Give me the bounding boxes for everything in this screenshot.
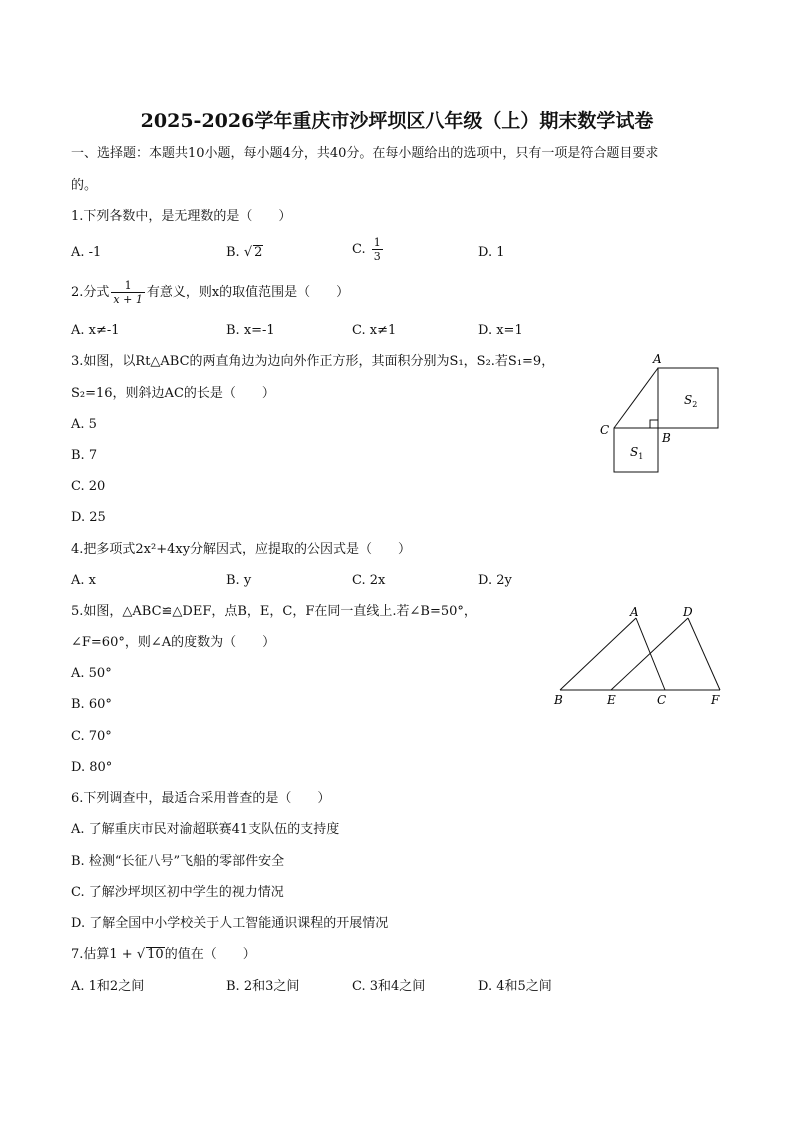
q3-option-c: C. 20 [71,479,106,494]
segment-ba [560,618,636,690]
q1-option-d: D. 1 [478,245,505,260]
label-b: B [662,431,671,445]
q2-stem-suffix: 有意义，则x的取值范围是（ ） [146,285,350,300]
right-angle-mark [650,420,658,428]
q2-stem-prefix: 2.分式 [71,285,110,300]
q6-option-a: A. 了解重庆市民对渝超联赛41支队伍的支持度 [71,822,340,837]
section-instructions-line1: 一、选择题：本题共10小题，每小题4分，共40分。在每小题给出的选项中，只有一项是符合题目要求 [71,146,659,161]
q3-option-a: A. 5 [71,417,97,432]
q1-option-c-fraction [372,236,383,263]
fraction-numerator: 1 [373,236,381,249]
q4-option-b: B. y [226,573,252,588]
q7-option-b: B. 2和3之间 [226,979,300,994]
q3-figure [590,348,730,483]
q3-option-d: D. 25 [71,510,106,525]
q6-stem: 6.下列调查中，最适合采用普查的是（ ） [71,791,331,806]
page-title: 2025-2026学年重庆市沙坪坝区八年级（上）期末数学试卷 [140,110,654,132]
q1-option-b-radicand: 2 [254,245,263,260]
label-a: A [653,352,662,366]
q7-expr-lead: 1 + [109,947,137,962]
q3-stem-line1: 3.如图，以Rt△ABC的两直角边为边向外作正方形，其面积分别为S₁，S₂.若S₁=9， [71,354,555,369]
q7-radicand: 10 [147,947,164,962]
q7-stem [71,946,256,964]
q1-option-b-prefix: B. [226,245,244,260]
q7-stem-suffix: 的值在（ ） [164,947,256,962]
q6-option-d: D. 了解全国中小学校关于人工智能通识课程的开展情况 [71,916,389,931]
sqrt-icon: √ [136,947,146,962]
q2-option-a: A. x≠-1 [71,323,120,338]
label-b: B [554,693,563,707]
label-s1: $S_1$ [630,445,644,461]
q5-stem-line1: 5.如图，△ABC≌△DEF，点B，E，C，F在同一直线上.若∠B=50°， [71,604,477,619]
sqrt-icon: √ [243,245,253,260]
q3-option-b: B. 7 [71,448,98,463]
q5-option-c: C. 70° [71,729,112,744]
label-f: F [711,693,720,707]
hypotenuse-ac [614,368,658,428]
q1-option-c-prefix: C. [352,242,370,257]
fraction-denominator: 3 [373,250,381,263]
fraction-denominator: x + 1 [113,293,143,306]
segment-df [688,618,720,690]
label-d: D [683,605,693,619]
q5-option-b: B. 60° [71,697,112,712]
fraction-numerator: 1 [111,279,144,293]
q3-stem-line2: S₂=16，则斜边AC的长是（ ） [71,386,275,401]
section-instructions-line2: 的。 [71,178,98,193]
q7-option-d: D. 4和5之间 [478,979,552,994]
q2-option-b: B. x=-1 [226,323,275,338]
q1-option-c [352,236,385,263]
q5-figure [548,600,728,712]
q1-option-a: A. -1 [71,245,102,260]
q5-option-a: A. 50° [71,666,112,681]
q4-option-d: D. 2y [478,573,512,588]
q4-option-a: A. x [71,573,96,588]
q2-option-d: D. x=1 [478,323,523,338]
label-c: C [600,423,610,437]
q2-stem [71,278,349,308]
q4-stem: 4.把多项式2x²+4xy分解因式，应提取的公因式是（ ） [71,542,412,557]
label-c: C [657,693,667,707]
label-a: A [630,605,639,619]
q5-stem-line2: ∠F=60°，则∠A的度数为（ ） [71,635,276,650]
q7-option-a: A. 1和2之间 [71,979,145,994]
q1-stem: 1.下列各数中，是无理数的是（ ） [71,209,292,224]
label-s2: $S_2$ [684,393,698,409]
q4-option-c: C. 2x [352,573,386,588]
q7-option-c: C. 3和4之间 [352,979,426,994]
label-e: E [607,693,616,707]
q1-option-b [226,244,263,262]
segment-ed [611,618,688,690]
q7-stem-prefix: 7.估算 [71,947,110,962]
q6-option-c: C. 了解沙坪坝区初中学生的视力情况 [71,885,284,900]
q6-option-b: B. 检测“长征八号”飞船的零部件安全 [71,854,285,869]
q5-option-d: D. 80° [71,760,113,775]
q2-option-c: C. x≠1 [352,323,397,338]
q2-fraction [111,279,144,306]
segment-ac [636,618,665,690]
